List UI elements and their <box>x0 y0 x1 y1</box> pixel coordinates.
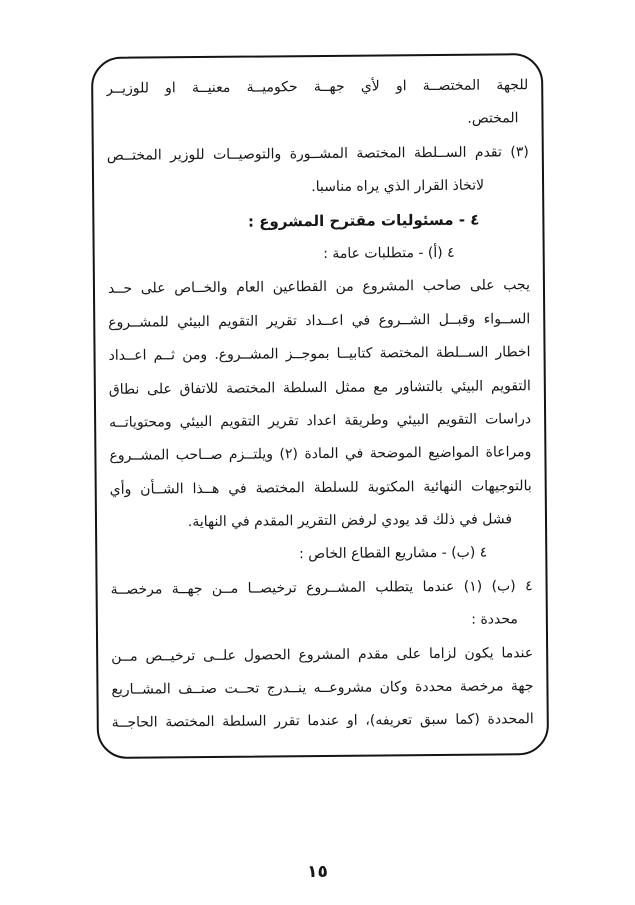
text-line: ٤ (ب) (١) عندما يتطلب المشــروع ترخيصــا مــن جهــة مرخصــة <box>110 578 533 598</box>
text-line: دراسات التقويم البيئي وطريقة اعداد تقرير التقويم البيئي ومحتوياتــه <box>109 411 532 431</box>
text-line: جهة مرخصة محددة وكان مشروعــه ينــدرج تحــت صنــف المشــاريع <box>111 678 534 698</box>
page-content <box>93 55 547 741</box>
text-line: عندما يكون لزاما على مقدم المشروع الحصول علــى ترخيــص مــن <box>111 644 534 665</box>
text-line: محددة : <box>471 611 518 628</box>
text-line: ومراعاة المواضيع الموضحة في المادة (٢) ويلتــزم صــاحب المشــروع <box>109 444 532 465</box>
text-line: التقويم البيئي بالتشاور مع ممثل السلطة المختصة للاتفاق على نطاق <box>108 377 531 398</box>
page-number: ١٥ <box>307 862 328 882</box>
section-heading: ٤ - مسئوليات مقترح المشروع : <box>247 210 480 231</box>
text-line: (٣) تقدم الســلطة المختصة المشــورة والتوصيــات للوزير المختــص <box>106 143 529 164</box>
page-frame <box>91 53 549 759</box>
text-line: الســواء وقبــل الشــروع في اعــداد تقرير التقويم البيئي للمشــروع <box>108 310 531 331</box>
text-line: اخطار الســلطة المختصة كتابيــا بموجــز المشــروع. ومن ثــم اعــداد <box>108 344 531 364</box>
subsection-heading: ٤ (ب) - مشاريع القطاع الخاص : <box>299 545 488 563</box>
text-line: فشل في ذلك قد يودي لرفض التقرير المقدم في النهاية. <box>187 511 513 531</box>
text-line: للجهة المختصــة او لأي جهــة حكوميــة معنيــة او للوزيــر <box>106 77 529 97</box>
subsection-heading: ٤ (أ) - متطلبات عامة : <box>323 244 455 262</box>
text-line: المختص. <box>467 110 519 128</box>
text-line: بالتوجيهات النهائية المكتوبة للسلطة المختصة في هــذا الشــأن وأي <box>109 477 532 498</box>
text-line: المحددة (كما سبق تعريفه)، او عندما تقرر السلطة المختصة الحاجــة <box>111 711 534 732</box>
text-line: لاتخاذ القرار الذي يراه مناسبا. <box>311 177 485 196</box>
text-line: يجب على صاحب المشروع من القطاعين العام والخــاص على حــد <box>107 277 531 298</box>
